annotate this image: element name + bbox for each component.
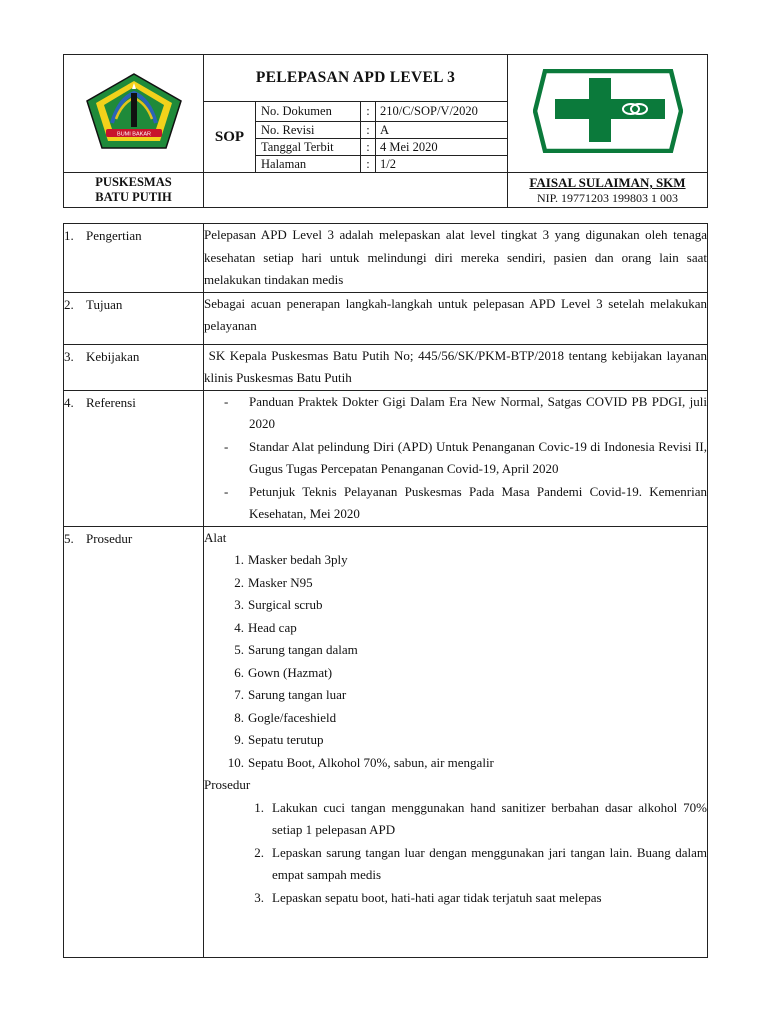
section-number: 2. — [64, 296, 74, 312]
item-text: Sarung tangan dalam — [248, 642, 358, 657]
item-number: 7. — [234, 687, 244, 702]
step-text: Lepaskan sarung tangan luar dengan menggunakan jari tangan lain. Buang dalam empat sampah medis — [272, 844, 707, 882]
section-title: Prosedur — [86, 530, 133, 546]
alat-heading: Alat — [204, 529, 227, 545]
equipment-item — [204, 549, 707, 572]
section-label — [64, 526, 204, 957]
section-label — [64, 390, 204, 526]
reference-item: - Standar Alat pelindung Diri (APD) Untuk Penanganan Covic-19 di Indonesia Revisi II, Gugus Tugas Percepatan Penanganan Covid-19, April 2020 — [224, 436, 707, 481]
meta-sep: : — [361, 102, 376, 122]
section-content — [204, 526, 708, 957]
puskesmas-cross-icon — [533, 69, 683, 153]
meta-sep: : — [361, 156, 376, 173]
meta-key: No. Revisi — [256, 122, 361, 139]
equipment-item — [204, 572, 707, 595]
section-row — [64, 224, 708, 293]
regency-logo-cell — [64, 55, 204, 173]
reference-item: - Panduan Praktek Dokter Gigi Dalam Era New Normal, Satgas COVID PB PDGI, juli 2020 — [224, 391, 707, 436]
procedure-step — [248, 797, 707, 842]
step-number: 2. — [254, 844, 264, 860]
prosedur-heading: Prosedur — [204, 777, 251, 792]
section-content — [204, 224, 708, 293]
item-text: Masker bedah 3ply — [248, 552, 348, 567]
sop-content-table — [63, 223, 711, 958]
signatory-cell — [508, 173, 708, 208]
section-row — [64, 526, 708, 957]
item-number: 1. — [234, 552, 244, 567]
organization-name — [64, 173, 204, 208]
section-title: Kebijakan — [86, 348, 140, 364]
section-label — [64, 224, 204, 293]
item-number: 9. — [234, 732, 244, 747]
equipment-list — [204, 549, 707, 774]
equipment-item — [204, 617, 707, 640]
section-row — [64, 292, 708, 344]
equipment-item — [204, 729, 707, 752]
signatory-nip: NIP. 19771203 199803 1 003 — [536, 191, 678, 205]
tujuan-text: Sebagai acuan penerapan langkah-langkah untuk pelepasan APD Level 3 setelah melakukan pelayanan — [204, 295, 707, 333]
meta-value: 1/2 — [376, 156, 508, 173]
item-number: 5. — [234, 642, 244, 657]
equipment-item — [204, 707, 707, 730]
section-label — [64, 292, 204, 344]
item-text: Head cap — [248, 619, 297, 635]
equipment-item — [204, 662, 707, 685]
item-number: 8. — [234, 709, 244, 725]
sop-label: SOP — [204, 102, 256, 173]
equipment-item — [204, 752, 707, 775]
org-line-2: BATU PUTIH — [95, 190, 172, 204]
section-content — [204, 292, 708, 344]
step-number: 1. — [254, 799, 264, 815]
meta-value: 4 Mei 2020 — [376, 139, 508, 156]
section-number: 1. — [64, 228, 74, 243]
item-text: Sepatu Boot, Alkohol 70%, sabun, air mengalir — [248, 754, 494, 770]
meta-key: Halaman — [256, 156, 361, 173]
meta-sep: : — [361, 122, 376, 139]
section-row — [64, 344, 708, 390]
section-row — [64, 390, 708, 526]
meta-sep: : — [361, 139, 376, 156]
step-text: Lakukan cuci tangan menggunakan hand sanitizer berbahan dasar alkohol 70% setiap 1 pelepasan APD — [272, 799, 707, 837]
item-text: Surgical scrub — [248, 597, 323, 612]
section-title: Pengertian — [86, 228, 142, 243]
meta-value: 210/C/SOP/V/2020 — [376, 102, 508, 122]
section-number: 3. — [64, 348, 74, 364]
signatory-name: FAISAL SULAIMAN, SKM — [529, 175, 686, 190]
item-number: 2. — [234, 574, 244, 590]
procedure-steps — [204, 797, 707, 910]
pengertian-text: Pelepasan APD Level 3 adalah melepaskan alat level tingkat 3 yang digunakan oleh tenaga kesehatan setiap hari untuk melindungi diri mereka sendiri, pasien dan orang lain saat melakukan tindakan medis — [204, 227, 707, 287]
item-number: 3. — [234, 597, 244, 612]
step-text: Lepaskan sepatu boot, hati-hati agar tidak terjatuh saat melepas — [272, 889, 602, 905]
meta-value: A — [376, 122, 508, 139]
puskesmas-logo-cell — [508, 55, 708, 173]
section-content — [204, 390, 708, 526]
item-number: 6. — [234, 664, 244, 680]
section-number: 5. — [64, 530, 74, 546]
procedure-step — [248, 887, 707, 910]
section-content — [204, 344, 711, 390]
section-title: Tujuan — [86, 296, 123, 312]
procedure-step — [248, 842, 707, 887]
reference-item: - Petunjuk Teknis Pelayanan Puskesmas Pada Masa Pandemi Covid-19. Kemenrian Kesehatan, Mei 2020 — [224, 481, 707, 526]
meta-key: Tanggal Terbit — [256, 139, 361, 156]
document-title: PELEPASAN APD LEVEL 3 — [204, 55, 508, 102]
item-text: Sarung tangan luar — [248, 687, 347, 702]
reference-list — [204, 391, 707, 526]
equipment-item — [204, 594, 707, 617]
regency-emblem-icon — [84, 71, 184, 151]
section-label — [64, 344, 204, 390]
section-number: 4. — [64, 394, 74, 410]
emblem-ribbon-text: BUMI BAKAR — [116, 131, 151, 138]
item-text: Gown (Hazmat) — [248, 664, 333, 680]
equipment-item — [204, 684, 707, 707]
meta-key: No. Dokumen — [256, 102, 361, 122]
section-title: Referensi — [86, 394, 136, 410]
step-number: 3. — [254, 889, 264, 905]
kebijakan-text: SK Kepala Puskesmas Batu Putih No; 445/56/SK/PKM-BTP/2018 tentang kebijakan layanan klinis Puskesmas Batu Putih — [204, 347, 711, 385]
item-text: Masker N95 — [248, 574, 313, 590]
equipment-item — [204, 639, 707, 662]
org-line-1: PUSKESMAS — [95, 175, 172, 189]
item-number: 4. — [234, 619, 244, 635]
blank-cell — [204, 173, 508, 208]
item-text: Sepatu terutup — [248, 732, 324, 747]
item-number: 10. — [227, 754, 244, 770]
item-text: Gogle/faceshield — [248, 709, 337, 725]
sop-header-table — [63, 54, 708, 208]
